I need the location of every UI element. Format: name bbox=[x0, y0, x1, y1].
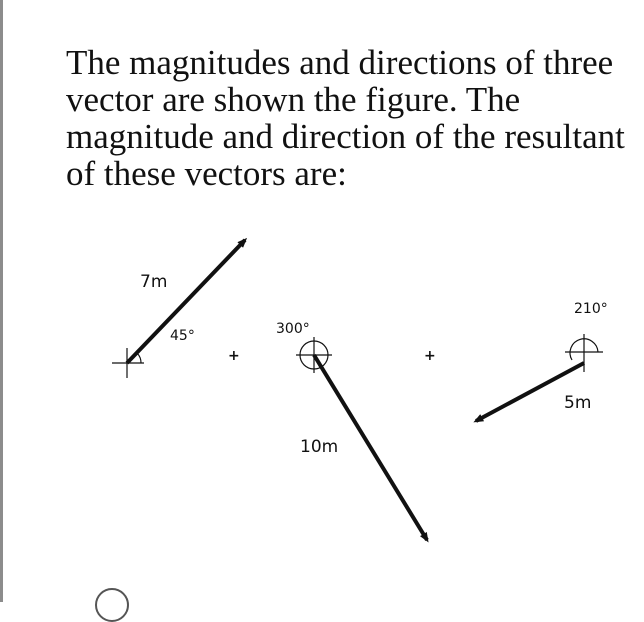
vector-7m-angle-label: 45° bbox=[170, 328, 195, 344]
question-line-2: vector are shown the figure. The bbox=[66, 80, 521, 119]
vector-5m-group bbox=[476, 301, 608, 421]
plus-sign-1: + bbox=[228, 348, 240, 364]
vector-10m-group bbox=[276, 321, 427, 540]
plus-sign-2: + bbox=[424, 348, 436, 364]
vector-7m-magnitude-label: 7m bbox=[140, 272, 168, 292]
vector-5m-magnitude-label: 5m bbox=[564, 393, 592, 413]
vector-10m-angle-label: 300° bbox=[276, 321, 310, 337]
answer-option-radio[interactable] bbox=[95, 588, 129, 622]
question-line-1: The magnitudes and directions of three bbox=[66, 43, 614, 82]
vector-7m-group bbox=[112, 240, 245, 378]
vector-5m-angle-label: 210° bbox=[574, 301, 608, 317]
vector-7m-arrow bbox=[127, 240, 245, 363]
question-line-4: of these vectors are: bbox=[66, 154, 347, 193]
question-line-3: magnitude and direction of the resultant bbox=[66, 117, 625, 156]
vector-10m-magnitude-label: 10m bbox=[300, 437, 339, 457]
